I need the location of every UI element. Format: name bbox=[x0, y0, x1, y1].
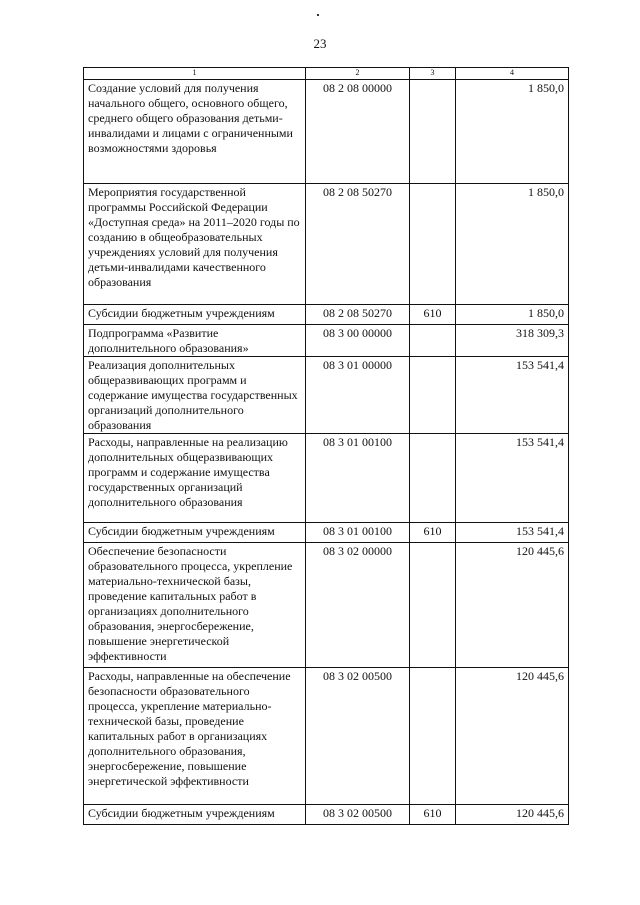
row-sum: 318 309,3 bbox=[456, 325, 569, 357]
table-row bbox=[84, 184, 569, 305]
row-sum: 153 541,4 bbox=[456, 434, 569, 523]
page-number: 23 bbox=[313, 36, 327, 51]
row-sum: 1 850,0 bbox=[456, 305, 569, 325]
row-name: Субсидии бюджетным учреждениям bbox=[84, 305, 306, 325]
row-name: Субсидии бюджетным учреждениям bbox=[84, 805, 306, 825]
row-name: Подпрограмма «Развитие дополнительного образования» bbox=[84, 325, 306, 357]
row-kvr bbox=[410, 543, 456, 668]
row-kvr: 610 bbox=[410, 805, 456, 825]
row-name: Расходы, направленные на обеспечение безопасности образовательного процесса, укрепление материально-технической базы, проведение капитальных работ в организациях дополнительного образования, энергосбережение, повышение энергетической эффективности bbox=[84, 668, 306, 805]
row-kvr: 610 bbox=[410, 305, 456, 325]
row-name: Реализация дополнительных общеразвивающих программ и содержание имущества государственных организаций дополнительного образования bbox=[84, 357, 306, 434]
row-name: Расходы, направленные на реализацию дополнительных общеразвивающих программ и содержание имущества государственных организаций дополнительного образования bbox=[84, 434, 306, 523]
row-code: 08 2 08 50270 bbox=[306, 184, 410, 305]
row-name: Мероприятия государственной программы Российской Федерации «Доступная среда» на 2011–2020 годы по созданию в общеобразовательных учреждениях условий для получения детьми-инвалидами качественного образования bbox=[84, 184, 306, 305]
row-kvr bbox=[410, 184, 456, 305]
row-code: 08 3 01 00100 bbox=[306, 523, 410, 543]
row-sum: 1 850,0 bbox=[456, 80, 569, 184]
table-row bbox=[84, 357, 569, 434]
row-sum: 153 541,4 bbox=[456, 357, 569, 434]
column-header: 4 bbox=[456, 68, 569, 80]
row-code: 08 2 08 00000 bbox=[306, 80, 410, 184]
table-row bbox=[84, 543, 569, 668]
row-kvr: 610 bbox=[410, 523, 456, 543]
row-code: 08 3 01 00000 bbox=[306, 357, 410, 434]
budget-table bbox=[83, 67, 569, 825]
row-code: 08 3 02 00000 bbox=[306, 543, 410, 668]
row-code: 08 3 02 00500 bbox=[306, 668, 410, 805]
table-row bbox=[84, 434, 569, 523]
row-name: Обеспечение безопасности образовательного процесса, укрепление материально-технической базы, проведение капитальных работ в организациях дополнительного образования, энергосбережение, повышение энергетической эффективности bbox=[84, 543, 306, 668]
row-sum: 120 445,6 bbox=[456, 805, 569, 825]
row-kvr bbox=[410, 434, 456, 523]
row-kvr bbox=[410, 80, 456, 184]
table-row bbox=[84, 805, 569, 825]
table-row bbox=[84, 668, 569, 805]
table-row bbox=[84, 325, 569, 357]
row-name: Создание условий для получения начального общего, основного общего, среднего общего образования детьми-инвалидами и лицами с ограниченными возможностями здоровья bbox=[84, 80, 306, 184]
row-sum: 1 850,0 bbox=[456, 184, 569, 305]
row-code: 08 3 01 00100 bbox=[306, 434, 410, 523]
row-kvr bbox=[410, 668, 456, 805]
row-code: 08 3 02 00500 bbox=[306, 805, 410, 825]
row-name: Субсидии бюджетным учреждениям bbox=[84, 523, 306, 543]
header-row bbox=[84, 68, 569, 80]
column-header: 2 bbox=[306, 68, 410, 80]
row-code: 08 2 08 50270 bbox=[306, 305, 410, 325]
scan-speck bbox=[317, 14, 319, 16]
column-header: 1 bbox=[84, 68, 306, 80]
table-row bbox=[84, 305, 569, 325]
row-kvr bbox=[410, 325, 456, 357]
row-code: 08 3 00 00000 bbox=[306, 325, 410, 357]
table-row bbox=[84, 523, 569, 543]
row-kvr bbox=[410, 357, 456, 434]
row-sum: 120 445,6 bbox=[456, 668, 569, 805]
column-header: 3 bbox=[410, 68, 456, 80]
row-sum: 153 541,4 bbox=[456, 523, 569, 543]
table-row bbox=[84, 80, 569, 184]
row-sum: 120 445,6 bbox=[456, 543, 569, 668]
